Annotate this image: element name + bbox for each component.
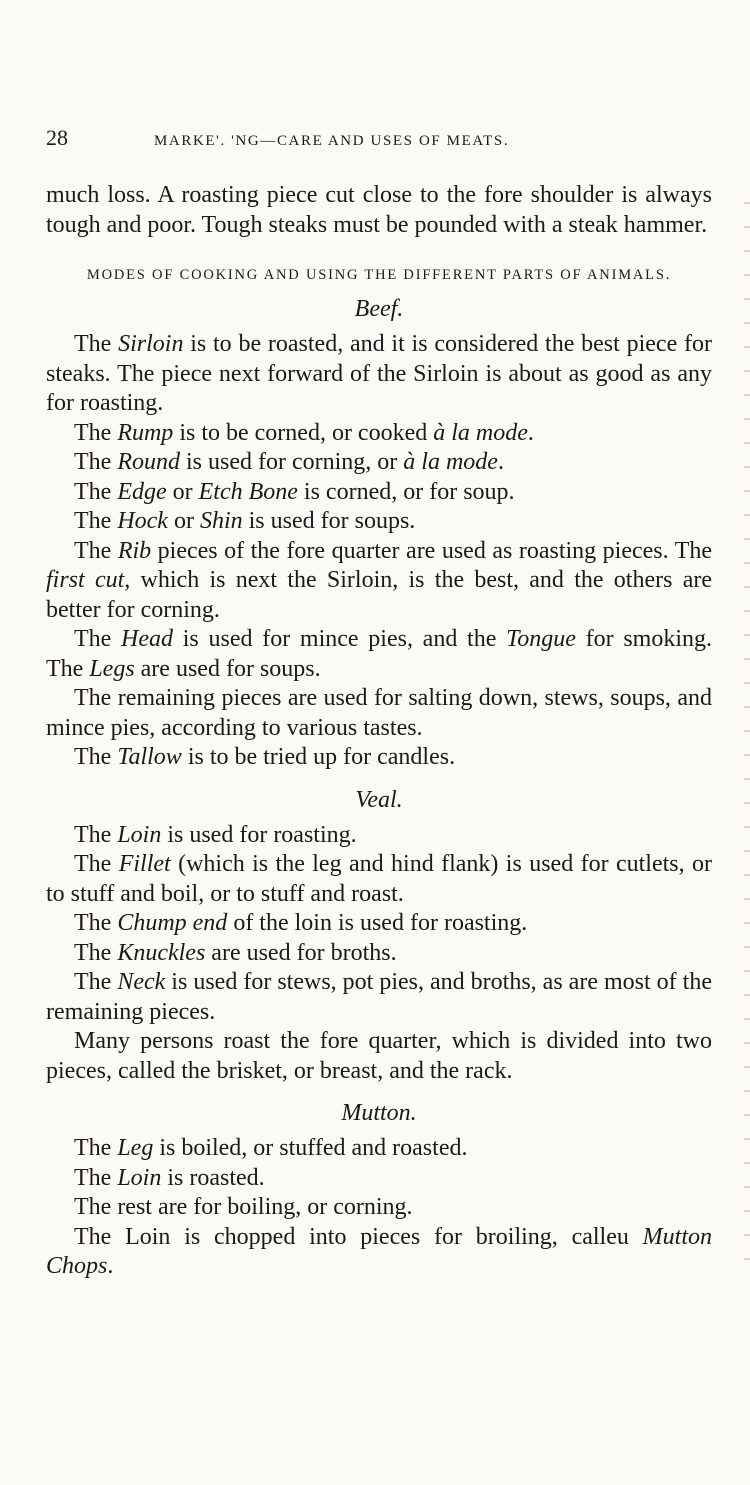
beef-hock: The Hock or Shin is used for soups. — [74, 508, 416, 534]
beef-remaining: The remaining pieces are used for salting down, stews, soups, and mince pies, according to various tastes. — [46, 685, 712, 741]
mutton-rest: The rest are for boiling, or corning. — [74, 1194, 413, 1220]
veal-fillet: The Fillet (which is the leg and hind flank) is used for cutlets, or to stuff and boil, or to stuff and roast. — [46, 851, 713, 907]
veal-knuckles: The Knuckles are used for broths. — [74, 939, 397, 966]
section-title: MODES OF COOKING AND USING THE DIFFERENT PARTS OF ANIMALS. — [86, 267, 672, 283]
veal-loin: The Loin is used for roasting. — [74, 821, 357, 848]
veal-heading: Veal. — [355, 786, 403, 813]
book-page — [46, 125, 712, 1282]
mutton-chops: The Loin is chopped into pieces for broiling, calleu Mutton Chops. — [46, 1223, 712, 1279]
beef-edge: The Edge or Etch Bone is corned, or for soup. — [74, 478, 515, 505]
beef-rump: The Rump is to be corned, or cooked à la mode. — [74, 419, 534, 446]
beef-tallow: The Tallow is to be tried up for candles. — [74, 744, 456, 770]
intro-paragraph: much loss. A roasting piece cut close to the fore shoulder is always tough and poor. Tough steaks must be pounded with a steak hammer. — [46, 182, 712, 238]
mutton-heading: Mutton. — [341, 1100, 417, 1126]
running-head: MARKE'. 'NG—CARE AND USES OF MEATS. — [154, 133, 510, 149]
mutton-leg: The Leg is boiled, or stuffed and roasted. — [74, 1135, 468, 1161]
veal-fore-quarter: Many persons roast the fore quarter, which is divided into two pieces, called the brisket, or breast, and the rack. — [46, 1028, 712, 1084]
beef-heading: Beef. — [354, 296, 404, 322]
beef-rib: The Rib pieces of the fore quarter are used as roasting pieces. The first cut, which is next the Sirloin, is the best, and the others are better for corning. — [46, 537, 713, 623]
page-number: 28 — [46, 125, 68, 150]
page-edge-marks — [744, 180, 750, 1280]
veal-neck: The Neck is used for stews, pot pies, and broths, as are most of the remaining pieces. — [46, 969, 713, 1025]
page-header — [46, 125, 712, 159]
mutton-loin: The Loin is roasted. — [74, 1164, 265, 1191]
beef-sirloin: The Sirloin is to be roasted, and it is considered the best piece for steaks. The piece next forward of the Sirloin is about as good as any for roasting. — [46, 331, 712, 416]
beef-head: The Head is used for mince pies, and the Tongue for smoking. The Legs are used for soups. — [46, 626, 712, 682]
beef-round: The Round is used for corning, or à la mode. — [74, 449, 504, 475]
veal-chump: The Chump end of the loin is used for roasting. — [74, 910, 528, 936]
